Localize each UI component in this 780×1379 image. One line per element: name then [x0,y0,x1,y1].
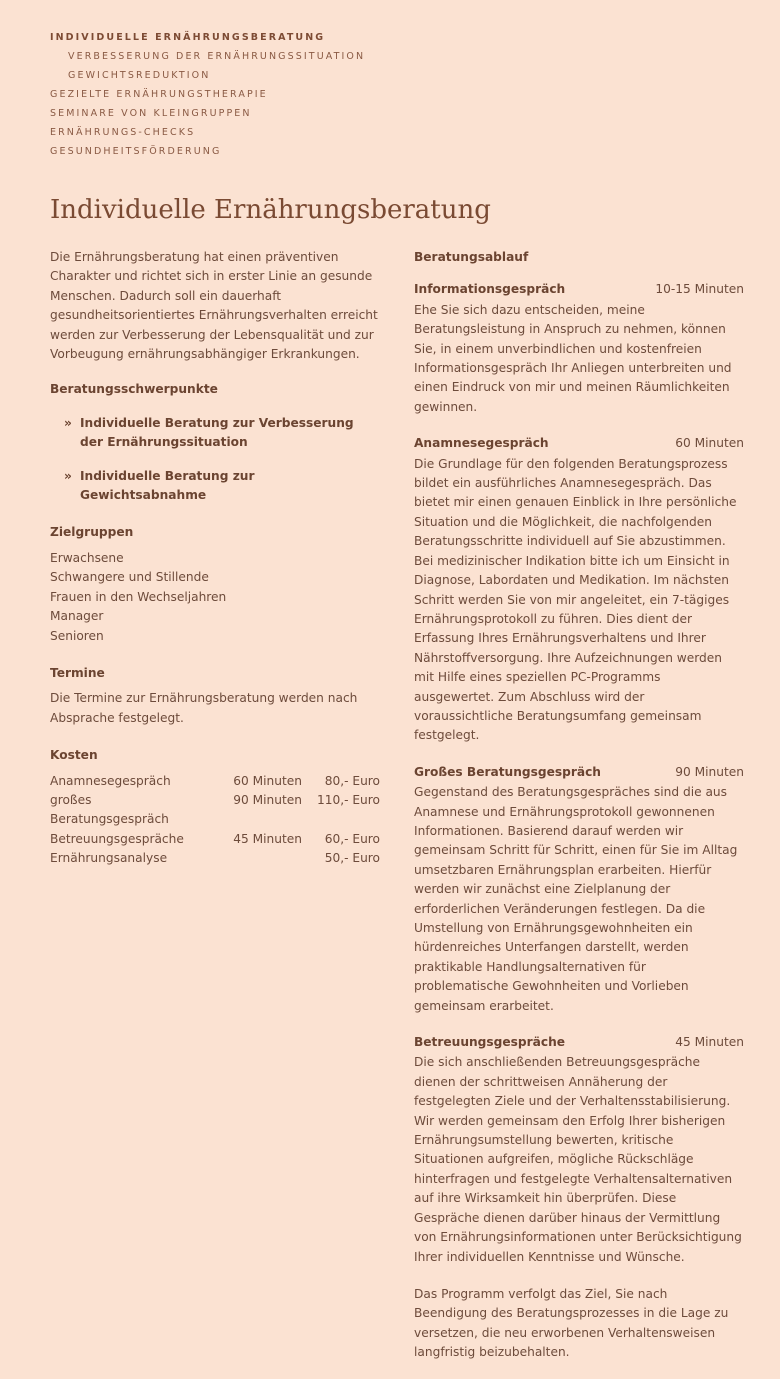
list-item [50,414,380,453]
list-item: Frauen in den Wechseljahren [50,589,227,604]
list-item: Erwachsene [50,550,124,565]
block-title: Informationsgespräch [414,282,566,297]
list-item [50,467,380,506]
cell-service: großes Beratungsgespräch [50,792,169,827]
nav-item-gezielte-ernaehrungstherapie[interactable]: GEZIELTE ERNÄHRUNGSTHERAPIE [50,89,268,100]
block-grosses-beratungsgespraech [414,763,744,1016]
cell-duration [210,849,308,868]
nav-item-gewichtsreduktion[interactable]: GEWICHTSREDUKTION [68,70,211,81]
chevron-icon: » [64,468,72,483]
target-group-list [50,549,380,646]
table-row [50,791,380,830]
block-betreuungsgespraeche [414,1033,744,1267]
block-header [414,434,744,453]
service-nav-list [50,28,730,161]
table-row [50,849,380,868]
table-row [50,830,380,849]
content-columns [50,248,744,1379]
price-table [50,772,380,869]
nav-item-gesundheitsfoerderung[interactable]: GESUNDHEITSFÖRDERUNG [50,146,222,157]
nav-item-seminare-von-kleingruppen[interactable]: SEMINARE VON KLEINGRUPPEN [50,108,252,119]
block-text: Die sich anschließenden Betreuungsgespräche dienen der schrittweisen Annäherung der festgelegten Ziele und der Verhaltensstabilisierung. Wir werden gemeinsam den Erfolg Ihrer bisherigen Ernährungsumstellung bewerten, kritische Situationen aufgreifen, mögliche Rückschläge hinterfragen und festgelegte Verhaltensalternativen auf ihre Wirksamkeit hin überprüfen. Diese Gespräche dienen darüber hinaus der Vermittlung von Ernährungsinformationen unter Berücksichtigung Ihrer individuellen Kenntnisse und Wünsche. [414,1055,742,1264]
focus-item-label: Individuelle Beratung zur Gewichtsabnahme [80,468,255,503]
focus-item-label: Individuelle Beratung zur Verbesserung der Ernährungssituation [80,415,354,450]
heading-beratungsablauf: Beratungsablauf [414,250,529,264]
cell-price: 110,- Euro [316,792,380,807]
block-duration: 45 Minuten [675,1035,744,1050]
block-duration: 10-15 Minuten [655,282,744,297]
chevron-icon: » [64,415,72,430]
heading-termine: Termine [50,665,105,680]
block-anamnesegespraech [414,434,744,746]
cell-duration: 90 Minuten [233,792,302,807]
right-column [414,248,744,1379]
heading-beratungsschwerpunkte: Beratungsschwerpunkte [50,382,218,397]
block-title: Großes Beratungsgespräch [414,764,601,779]
cell-price: 60,- Euro [324,831,380,846]
termine-text: Die Termine zur Ernährungsberatung werden nach Absprache festgelegt. [50,691,358,725]
focus-list [50,414,380,506]
intro-paragraph: Die Ernährungsberatung hat einen präventiven Charakter und richtet sich in erster Linie an gesunde Menschen. Dadurch soll ein dauerhaft gesundheitsorientiertes Ernährungsverhalten erreicht werden zur Verbesserung der Lebensqualität und zur Vorbeugung ernährungsabhängiger Erkrankungen. [50,250,378,362]
page-title: Individuelle Ernährungsberatung [50,195,491,225]
cell-price: 50,- Euro [324,851,380,866]
block-header [414,1033,744,1052]
closing-paragraph: Das Programm verfolgt das Ziel, Sie nach Beendigung des Beratungsprozesses in die Lage zu versetzen, die neu erworbenen Verhaltensweisen langfristig beizubehalten. [414,1286,729,1360]
cell-duration: 45 Minuten [233,831,302,846]
table-row [50,772,380,791]
list-item: Senioren [50,628,104,643]
heading-zielgruppen: Zielgruppen [50,525,134,540]
block-informationsgespraech [414,280,744,417]
nav-item-individuelle-ernaehrungsberatung[interactable]: INDIVIDUELLE ERNÄHRUNGSBERATUNG [50,32,326,43]
list-item: Manager [50,609,104,624]
cell-service: Anamnesegespräch [50,773,171,788]
left-column [50,248,380,1379]
cell-service: Betreuungsgespräche [50,831,184,846]
cell-duration: 60 Minuten [233,773,302,788]
block-text: Ehe Sie sich dazu entscheiden, meine Beratungsleistung in Anspruch zu nehmen, können Sie, in einem unverbindlichen und kostenfreien Informationsgespräch Ihr Anliegen unterbreiten und einen Eindruck von mir und meinen Räumlichkeiten gewinnen. [414,302,732,414]
nav-item-ernaehrungs-checks[interactable]: ERNÄHRUNGS-CHECKS [50,127,196,138]
block-title: Anamnesegespräch [414,436,549,451]
block-header [414,763,744,782]
block-title: Betreuungsgespräche [414,1035,566,1050]
heading-kosten: Kosten [50,748,98,763]
list-item: Schwangere und Stillende [50,570,209,585]
cell-price: 80,- Euro [324,773,380,788]
block-duration: 90 Minuten [675,764,744,779]
block-header [414,280,744,299]
block-text: Die Grundlage für den folgenden Beratungsprozess bildet ein ausführliches Anamnesegespräch. Das bietet mir einen genauen Einblick in Ihre persönliche Situation und die Möglichkeit, die nachfolgenden Beratungsschritte individuell auf Sie abzustimmen. Bei medizinischer Indikation bitte ich um Einsicht in Diagnose, Labordaten und Medikation. Im nächsten Schritt werden Sie von mir angeleitet, ein 7-tägiges Ernährungsprotokoll zu führen. Dies dient der Erfassung Ihres Ernährungsverhaltens und Ihrer Nährstoffversorgung. Ihre Aufzeichnungen werden mit Hilfe eines speziellen PC-Programms ausgewertet. Zum Abschluss wird der voraussichtliche Beratungsumfang gemeinsam festgelegt. [414,456,737,743]
block-duration: 60 Minuten [675,436,744,451]
block-text: Gegenstand des Beratungsgespräches sind die aus Anamnese und Ernährungsprotokoll gewonnenen Informationen. Basierend darauf werden wir gemeinsam Schritt für Schritt, einen für Sie im Alltag umsetzbaren Ernährungsplan erarbeiten. Hierfür werden wir zunächst eine Zielplanung der erforderlichen Veränderungen festlegen. Da die Umstellung von Ernährungsgewohnheiten ein hürdenreiches Unterfangen darstellt, werden praktikable Handlungsalternativen für problematische Gewohnheiten und Vorlieben gemeinsam erarbeitet. [414,785,738,1013]
cell-service: Ernährungsanalyse [50,851,168,866]
nav-item-verbesserung-ernaehrungssituation[interactable]: VERBESSERUNG DER ERNÄHRUNGSSITUATION [68,51,366,62]
